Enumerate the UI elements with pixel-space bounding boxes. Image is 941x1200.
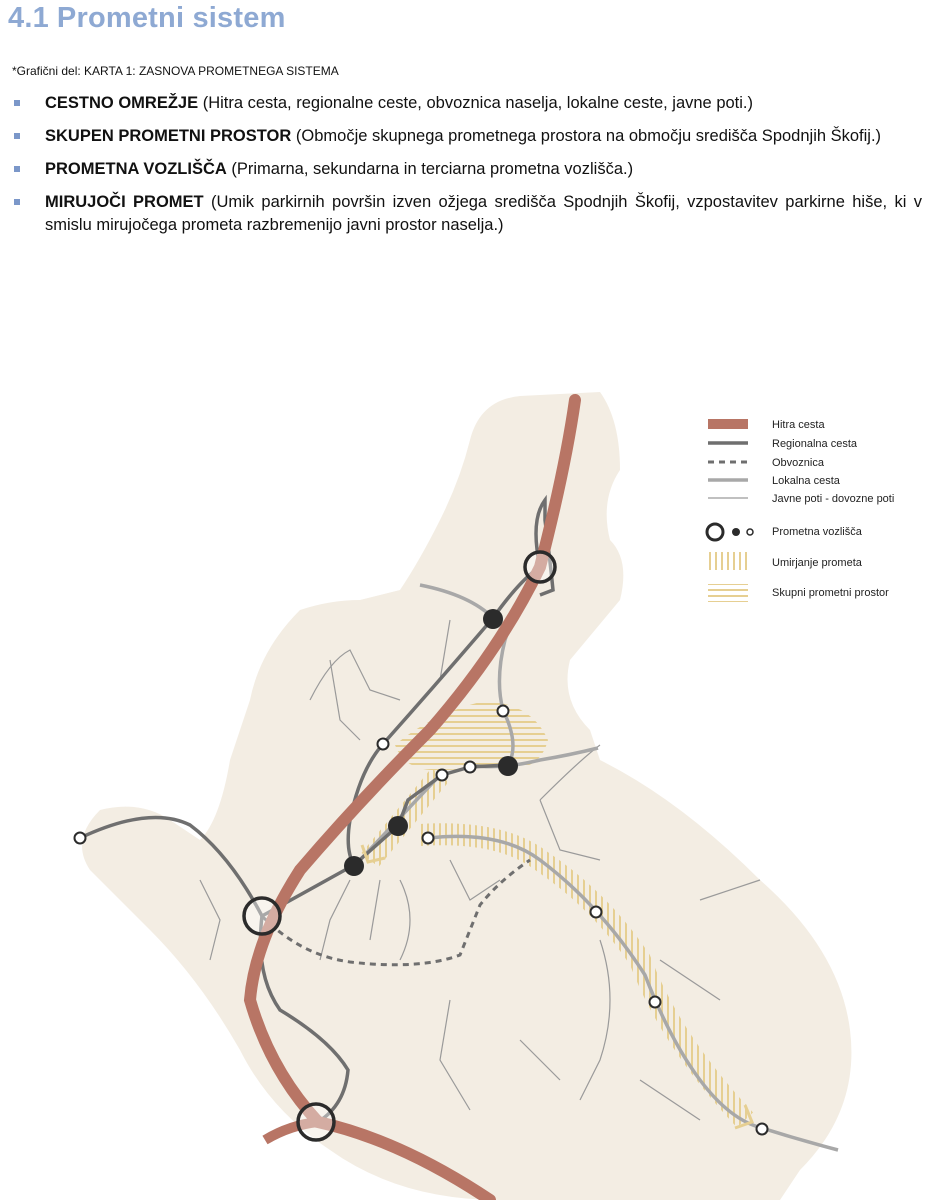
municipality-area — [82, 392, 851, 1200]
item-term: MIRUJOČI PROMET — [45, 193, 204, 211]
traffic-system-list — [12, 92, 922, 247]
primary-node — [525, 552, 555, 582]
primary-node — [244, 898, 280, 934]
legend-label: Prometna vozlišča — [772, 526, 862, 538]
secondary-node — [483, 609, 503, 629]
item-term: PROMETNA VOZLIŠČA — [45, 160, 227, 178]
item-description: (Primarna, sekundarna in terciarna prometna vozlišča.) — [226, 160, 634, 178]
map-reference-note: *Grafični del: KARTA 1: ZASNOVA PROMETNEGA SISTEMA — [12, 64, 339, 78]
map-legend — [707, 419, 894, 602]
section-number: 4.1 — [8, 2, 49, 34]
section-title: Prometni sistem — [56, 2, 286, 34]
secondary-node — [498, 756, 518, 776]
legend-primary-node-icon — [707, 524, 723, 540]
secondary-node — [344, 856, 364, 876]
bullet-square-icon — [14, 166, 20, 172]
tertiary-node — [757, 1124, 768, 1135]
bullet-square-icon — [14, 199, 20, 205]
tertiary-node — [378, 739, 389, 750]
list-item — [12, 92, 922, 115]
tertiary-node — [465, 762, 476, 773]
item-description: (Hitra cesta, regionalne ceste, obvoznica naselja, lokalne ceste, javne poti.) — [198, 94, 753, 112]
secondary-node — [388, 816, 408, 836]
legend-secondary-node-icon — [732, 528, 740, 536]
primary-node — [298, 1104, 334, 1140]
legend-tertiary-node-icon — [747, 529, 753, 535]
item-term: SKUPEN PROMETNI PROSTOR — [45, 127, 292, 145]
tertiary-node — [591, 907, 602, 918]
legend-label: Skupni prometni prostor — [772, 587, 889, 599]
list-item — [12, 125, 922, 148]
legend-label: Lokalna cesta — [772, 475, 840, 487]
legend-label: Regionalna cesta — [772, 438, 858, 450]
tertiary-node — [650, 997, 661, 1008]
item-description: (Umik parkirnih površin izven ožjega središča Spodnjih Škofij, vzpostavitev parkirne hiše, ki v smislu mirujočega prometa razbremenijo javni prostor naselja.) — [45, 193, 922, 234]
tertiary-node — [498, 706, 509, 717]
bullet-square-icon — [14, 100, 20, 106]
section-heading — [8, 2, 286, 35]
legend-label: Javne poti - dovozne poti — [772, 493, 895, 505]
item-description: (Območje skupnega prometnega prostora na območju središča Spodnjih Škofij.) — [291, 127, 882, 145]
bullet-square-icon — [14, 133, 20, 139]
legend-label: Obvoznica — [772, 457, 824, 469]
legend-swatch-shared — [708, 584, 748, 602]
tertiary-node — [437, 770, 448, 781]
legend-swatch-expressway — [708, 419, 748, 429]
traffic-system-map — [0, 380, 941, 1200]
legend-label: Hitra cesta — [772, 419, 825, 431]
legend-label: Umirjanje prometa — [772, 557, 862, 569]
list-item — [12, 158, 922, 181]
tertiary-node — [75, 833, 86, 844]
legend-swatch-calming — [708, 552, 748, 570]
tertiary-node — [423, 833, 434, 844]
list-item — [12, 191, 922, 237]
item-term: CESTNO OMREŽJE — [45, 94, 199, 112]
